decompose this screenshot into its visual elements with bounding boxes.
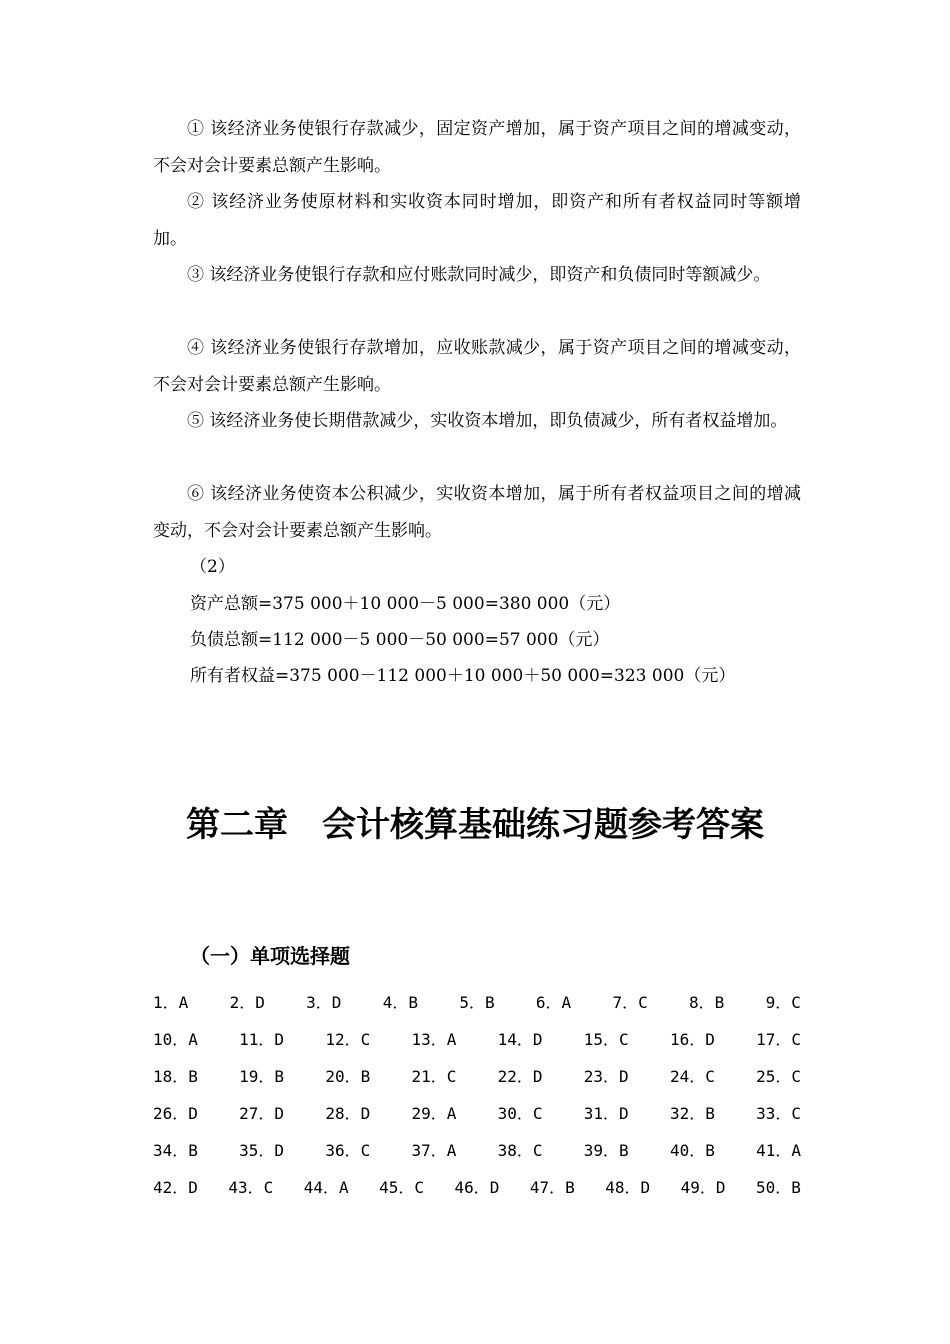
answer-item: 46．D <box>454 1178 500 1197</box>
calc-label: （2） <box>190 557 235 577</box>
answer-row <box>153 1095 801 1132</box>
answer-item: 33．C <box>756 1104 801 1123</box>
answer-item: 37．A <box>411 1141 457 1160</box>
section-title: （一）单项选择题 <box>190 944 350 968</box>
answer-item: 27．D <box>239 1104 285 1123</box>
answer-row <box>153 1132 801 1169</box>
answer-item: 28．D <box>325 1104 371 1123</box>
calc-line-liabilities: 负债总额=112 000－5 000－50 000=57 000（元） <box>190 630 610 650</box>
answer-item: 14．D <box>497 1030 543 1049</box>
answer-item: 16．D <box>669 1030 715 1049</box>
answer-item: 43．C <box>228 1178 274 1197</box>
answer-item: 23．D <box>583 1067 629 1086</box>
answer-item: 10．A <box>153 1030 198 1049</box>
paragraph-4: ④ 该经济业务使银行存款增加，应收账款减少，属于资产项目之间的增减变动，不会对会计要素总额产生影响。 <box>153 338 801 395</box>
answer-item: 22．D <box>497 1067 543 1086</box>
answer-item: 12．C <box>325 1030 371 1049</box>
answer-grid <box>153 984 801 1206</box>
answer-item: 6．A <box>535 993 572 1012</box>
calc-line-assets: 资产总额=375 000＋10 000－5 000=380 000（元） <box>190 594 621 614</box>
paragraph-5: ⑤ 该经济业务使长期借款减少，实收资本增加，即负债减少，所有者权益增加。 <box>187 411 788 431</box>
answer-item: 8．B <box>689 993 725 1012</box>
answer-item: 18．B <box>153 1067 198 1086</box>
answer-item: 4．B <box>382 993 419 1012</box>
answer-item: 13．A <box>411 1030 457 1049</box>
answer-item: 29．A <box>411 1104 457 1123</box>
answer-item: 34．B <box>153 1141 198 1160</box>
answer-row <box>153 1021 801 1058</box>
paragraph-6: ⑥ 该经济业务使资本公积减少，实收资本增加，属于所有者权益项目之间的增减变动，不会对会计要素总额产生影响。 <box>153 484 801 541</box>
answer-item: 50．B <box>756 1178 801 1197</box>
answer-item: 3．D <box>306 993 342 1012</box>
answer-item: 44．A <box>303 1178 349 1197</box>
answer-item: 21．C <box>411 1067 457 1086</box>
answer-row <box>153 984 801 1021</box>
answer-item: 41．A <box>756 1141 801 1160</box>
calc-line-equity: 所有者权益=375 000－112 000＋10 000＋50 000=323 000（元） <box>190 666 736 686</box>
answer-item: 39．B <box>583 1141 629 1160</box>
answer-item: 19．B <box>239 1067 285 1086</box>
answer-item: 11．D <box>239 1030 285 1049</box>
answer-item: 2．D <box>229 993 265 1012</box>
answer-item: 31．D <box>583 1104 629 1123</box>
answer-item: 48．D <box>605 1178 651 1197</box>
answer-item: 15．C <box>583 1030 629 1049</box>
answer-item: 26．D <box>153 1104 198 1123</box>
answer-item: 49．D <box>680 1178 726 1197</box>
answer-item: 1．A <box>153 993 189 1012</box>
answer-item: 20．B <box>325 1067 371 1086</box>
chapter-title: 第二章 会计核算基础练习题参考答案 <box>186 805 764 845</box>
answer-row <box>153 1058 801 1095</box>
answer-item: 24．C <box>669 1067 715 1086</box>
answer-item: 38．C <box>497 1141 543 1160</box>
answer-item: 17．C <box>756 1030 801 1049</box>
answer-item: 30．C <box>497 1104 543 1123</box>
answer-item: 36．C <box>325 1141 371 1160</box>
answer-item: 5．B <box>459 993 495 1012</box>
answer-row <box>153 1169 801 1206</box>
answer-item: 25．C <box>756 1067 801 1086</box>
answer-item: 45．C <box>379 1178 425 1197</box>
paragraph-3: ③ 该经济业务使银行存款和应付账款同时减少，即资产和负债同时等额减少。 <box>187 265 771 285</box>
answer-item: 35．D <box>239 1141 285 1160</box>
answer-item: 7．C <box>612 993 648 1012</box>
paragraph-2: ② 该经济业务使原材料和实收资本同时增加，即资产和所有者权益同时等额增加。 <box>153 192 801 249</box>
answer-item: 32．B <box>669 1104 715 1123</box>
answer-item: 40．B <box>669 1141 715 1160</box>
answer-item: 9．C <box>765 993 801 1012</box>
answer-item: 42．D <box>153 1178 198 1197</box>
answer-item: 47．B <box>529 1178 575 1197</box>
paragraph-1: ① 该经济业务使银行存款减少，固定资产增加，属于资产项目之间的增减变动，不会对会计要素总额产生影响。 <box>153 119 801 176</box>
